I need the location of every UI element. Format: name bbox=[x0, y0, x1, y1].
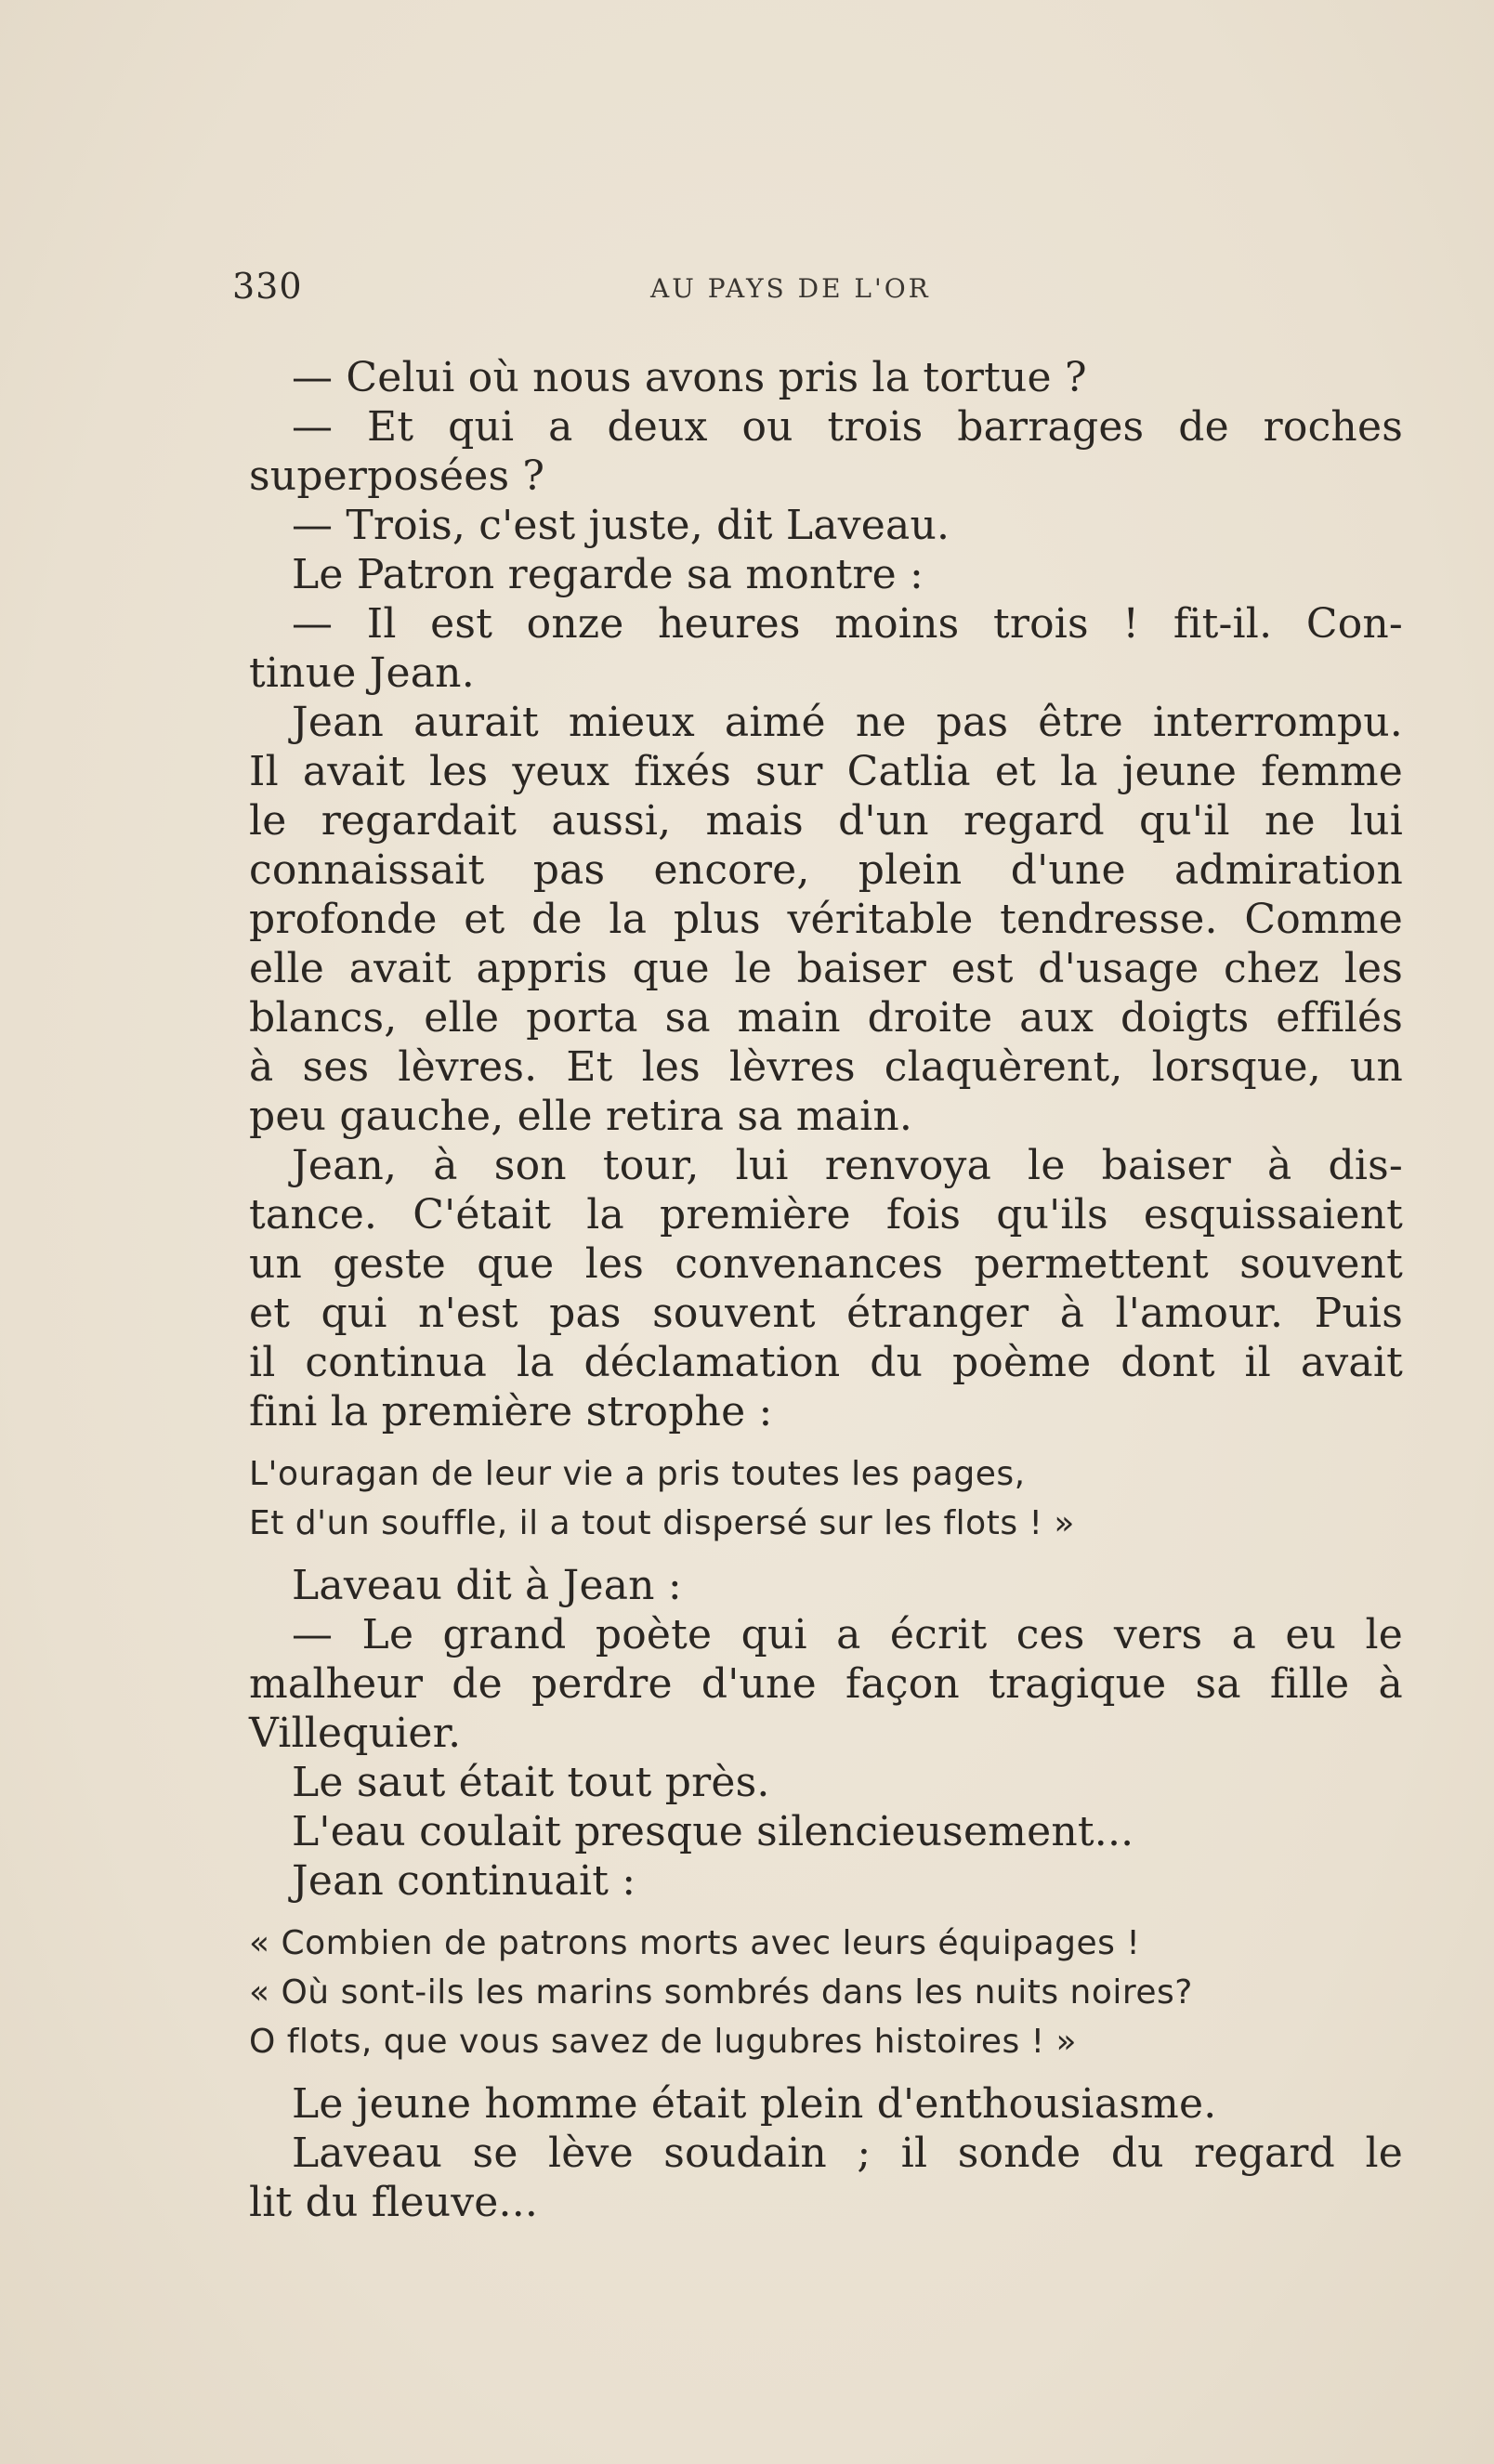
text-line: fini la première strophe : bbox=[249, 1388, 773, 1435]
text-line: connaissait pas encore, plein d'une admiration bbox=[249, 846, 1403, 894]
text-line: Le Patron regarde sa montre : bbox=[292, 551, 924, 598]
text-line: blancs, elle porta sa main droite aux doigts effilés bbox=[249, 994, 1403, 1042]
text-line: elle avait appris que le baiser est d'usage chez les bbox=[249, 945, 1403, 992]
text-line: à ses lèvres. Et les lèvres claquèrent, lorsque, un bbox=[249, 1043, 1403, 1091]
page-header bbox=[232, 266, 1403, 312]
text-line: — Et qui a deux ou trois barrages de roches bbox=[292, 403, 1403, 451]
running-head: AU PAYS DE L'OR bbox=[650, 273, 931, 304]
text-line: — Trois, c'est juste, dit Laveau. bbox=[292, 502, 950, 549]
text-line: Laveau se lève soudain ; il sonde du regard le bbox=[292, 2130, 1403, 2177]
text-line: — Celui où nous avons pris la tortue ? bbox=[292, 354, 1087, 401]
verse-line: « Combien de patrons morts avec leurs équipages ! bbox=[249, 1924, 1141, 1962]
text-line: superposées ? bbox=[249, 452, 545, 500]
text-line: — Il est onze heures moins trois ! fit-il. Con- bbox=[292, 600, 1403, 648]
verse-line: « Où sont-ils les marins sombrés dans les nuits noires? bbox=[249, 1973, 1193, 2012]
text-line: tinue Jean. bbox=[249, 649, 475, 697]
text-line: — Le grand poète qui a écrit ces vers a eu le bbox=[292, 1611, 1403, 1658]
text-line: tance. C'était la première fois qu'ils esquissaient bbox=[249, 1191, 1403, 1239]
text-line: L'eau coulait presque silencieusement... bbox=[292, 1808, 1134, 1855]
text-line: lit du fleuve... bbox=[249, 2179, 539, 2226]
text-line: Laveau dit à Jean : bbox=[292, 1562, 682, 1609]
text-line: le regardait aussi, mais d'un regard qu'il ne lui bbox=[249, 797, 1403, 845]
text-line: Jean, à son tour, lui renvoya le baiser à dis- bbox=[292, 1142, 1403, 1189]
verse-line: L'ouragan de leur vie a pris toutes les pages, bbox=[249, 1455, 1026, 1493]
text-line: Il avait les yeux fixés sur Catlia et la jeune femme bbox=[249, 748, 1403, 795]
text-line: il continua la déclamation du poème dont il avait bbox=[249, 1339, 1403, 1386]
verse-line: Et d'un souffle, il a tout dispersé sur les flots ! » bbox=[249, 1504, 1075, 1542]
text-line: malheur de perdre d'une façon tragique sa fille à bbox=[249, 1660, 1403, 1708]
text-line: profonde et de la plus véritable tendresse. Comme bbox=[249, 896, 1403, 943]
text-line: Jean aurait mieux aimé ne pas être interrompu. bbox=[292, 699, 1403, 746]
text-line: Jean continuait : bbox=[292, 1857, 636, 1905]
text-line: Villequier. bbox=[249, 1710, 462, 1757]
verse-line: O flots, que vous savez de lugubres histoires ! » bbox=[249, 2023, 1078, 2061]
page-number: 330 bbox=[232, 266, 303, 307]
body-text bbox=[249, 353, 1403, 2227]
text-line: peu gauche, elle retira sa main. bbox=[249, 1093, 913, 1140]
text-line: et qui n'est pas souvent étranger à l'amour. Puis bbox=[249, 1290, 1403, 1337]
text-line: Le saut était tout près. bbox=[292, 1759, 770, 1806]
text-line: Le jeune homme était plein d'enthousiasme. bbox=[292, 2080, 1217, 2128]
text-line: un geste que les convenances permettent souvent bbox=[249, 1240, 1403, 1288]
